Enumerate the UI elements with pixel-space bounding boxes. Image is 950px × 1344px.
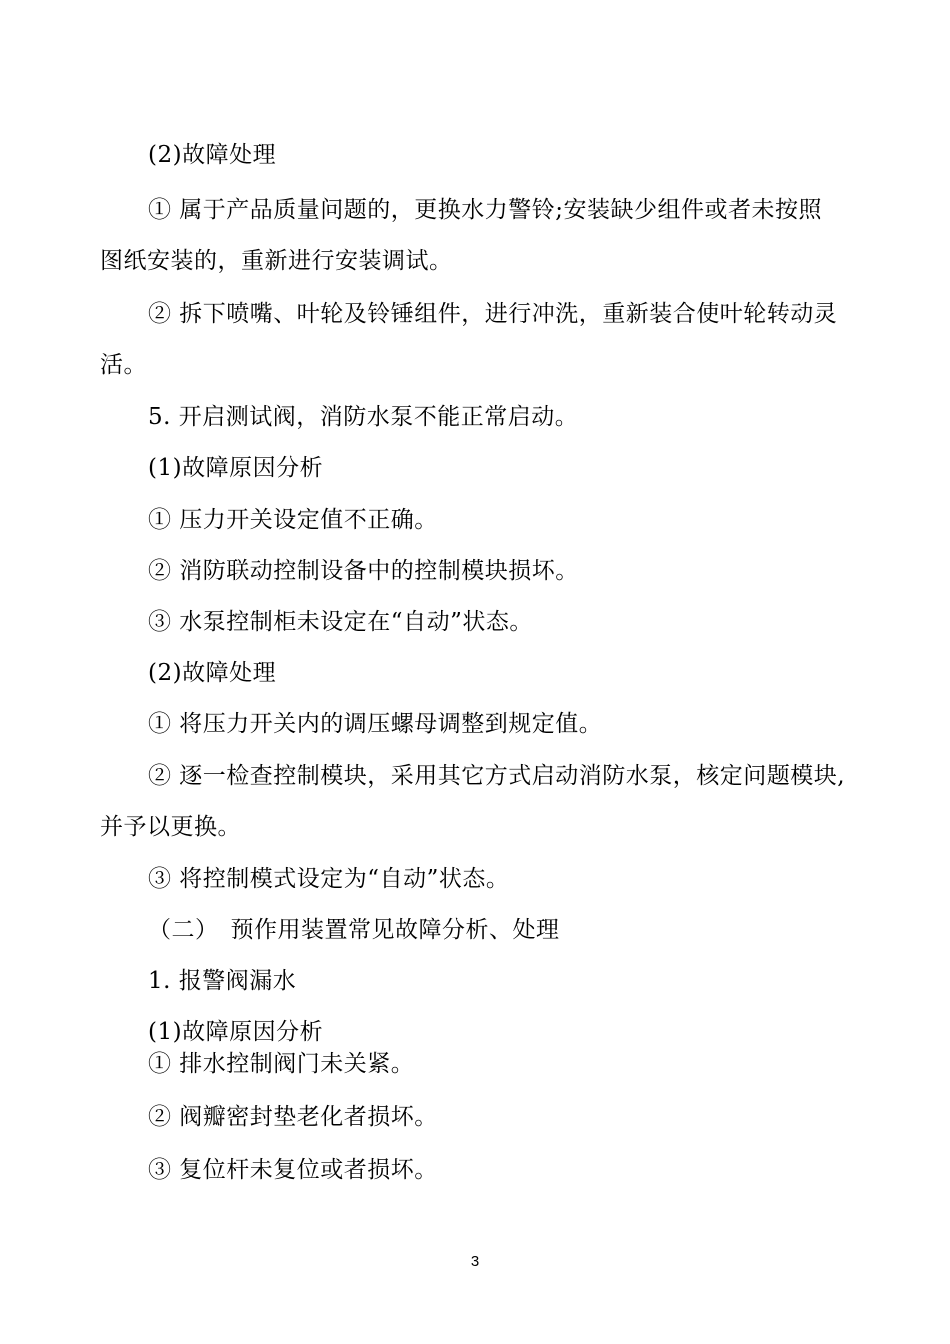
paragraph-line: 活。 (100, 352, 147, 378)
paragraph-line: ② 拆下喷嘴、叶轮及铃锤组件，进行冲洗，重新装合使叶轮转动灵 (148, 301, 838, 327)
list-item: ① 将压力开关内的调压螺母调整到规定值。 (148, 711, 603, 737)
list-item: ③ 复位杆未复位或者损坏。 (148, 1157, 438, 1183)
list-item: ① 压力开关设定值不正确。 (148, 507, 438, 533)
subsection-heading: 1. 报警阀漏水 (148, 968, 297, 994)
paragraph-line: ① 属于产品质量问题的，更换水力警铃;安装缺少组件或者未按照 (148, 197, 823, 223)
list-item: ① 排水控制阀门未关紧。 (148, 1051, 415, 1077)
paragraph-line: 图纸安装的，重新进行安装调试。 (100, 248, 453, 274)
cause-analysis-heading: (1)故障原因分析 (148, 455, 324, 481)
fault-handling-heading: (2)故障处理 (148, 142, 277, 168)
list-item: ③ 水泵控制柜未设定在“自动”状态。 (148, 609, 533, 635)
section-heading: 5. 开启测试阀，消防水泵不能正常启动。 (148, 404, 579, 430)
list-item: ③ 将控制模式设定为“自动”状态。 (148, 866, 510, 892)
cause-analysis-heading: (1)故障原因分析 (148, 1019, 324, 1045)
list-item: ② 阀瓣密封垫老化者损坏。 (148, 1104, 438, 1130)
fault-handling-heading: (2)故障处理 (148, 660, 277, 686)
list-item: ② 消防联动控制设备中的控制模块损坏。 (148, 558, 579, 584)
list-item: ② 逐一检查控制模块，采用其它方式启动消防水泵，核定问题模块, (148, 763, 846, 789)
list-item-continuation: 并予以更换。 (100, 814, 241, 840)
section-heading: （二） 预作用装置常见故障分析、处理 (148, 917, 560, 943)
page-number: 3 (470, 1253, 480, 1270)
